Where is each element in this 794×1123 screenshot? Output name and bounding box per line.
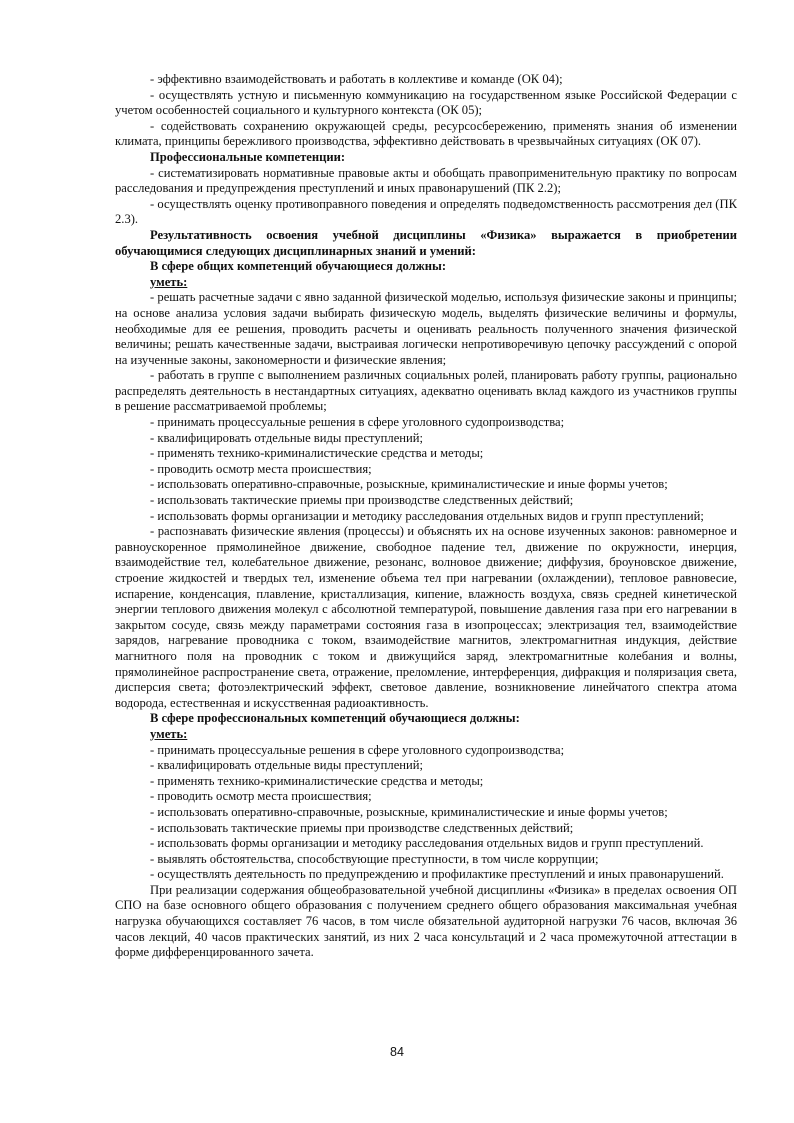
paragraph: - систематизировать нормативные правовые акты и обобщать правоприменительную практику по вопросам расследования и предупреждения преступлений и иных правонарушений (ПК 2.2); [115, 165, 737, 196]
list-item: - использовать оперативно-справочные, розыскные, криминалистические и иные формы учетов; [150, 804, 668, 819]
list-item: - проводить осмотр места происшествия; [150, 461, 372, 476]
list-item: - использовать формы организации и методику расследования отдельных видов и групп преступлений; [150, 508, 704, 523]
page-number: 84 [390, 1045, 404, 1059]
list-item: - квалифицировать отдельные виды преступлений; [150, 758, 424, 773]
document-body [115, 72, 737, 961]
list-item: - использовать тактические приемы при производстве следственных действий; [150, 493, 574, 508]
list-item: - принимать процессуальные решения в сфере уголовного судопроизводства; [150, 742, 565, 757]
list-item: - выявлять обстоятельства, способствующие преступности, в том числе коррупции; [150, 851, 599, 866]
section-heading: В сфере общих компетенций обучающиеся должны: [150, 259, 447, 274]
paragraph: - решать расчетные задачи с явно заданной физической моделью, используя физические законы и принципы; на основе анализа условия задачи выбирать физическую модель, выделять физические величины и формулы, необходимые для ее решения, проводить расчеты и оценивать реальность полученного значения физической величины; решать качественные задачи, выстраивая логически непротиворечивую цепочку рассуждений с опорой на изученные законы, закономерности и физические явления; [115, 290, 737, 367]
paragraph: - работать в группе с выполнением различных социальных ролей, планировать работу группы, рационально распределять деятельность в нестандартных ситуациях, адекватно оценивать вклад каждого из участников группы в решение рассматриваемой проблемы; [115, 368, 737, 414]
paragraph: - распознавать физические явления (процессы) и объяснять их на основе изученных законов: равномерное и равноускоренное прямолинейное движение, свободное падение тел, движение по окружности, инерция, взаимодействие тел, колебательное движение, резонанс, волновое движение; диффузия, броуновское движение, строение жидкостей и твердых тел, изменение объема тел при нагревании (охлаждении), тепловое равновесие, испарение, конденсация, плавление, кристаллизация, кипение, влажность воздуха, связь средней кинетической энергии теплового движения молекул с абсолютной температурой, повышение давления газа при его нагревании в закрытом сосуде, связь между параметрами состояния газа в изопроцессах; электризация тел, взаимодействие зарядов, нагревание проводника с током, взаимодействие магнитов, электромагнитная индукция, действие магнитного поля на проводник с током и движущийся заряд, электромагнитные колебания и волны, прямолинейное распространение света, отражение, преломление, интерференция, дифракция и поляризация света, дисперсия света; фотоэлектрический эффект, световое давление, возникновение линейчатого спектра атома водорода, естественная и искусственная радиоактивность. [115, 524, 737, 710]
subheading-underlined: уметь: [150, 274, 188, 289]
list-item: - проводить осмотр места происшествия; [150, 789, 372, 804]
paragraph: - содействовать сохранению окружающей среды, ресурсосбережению, применять знания об изменении климата, принципы бережливого производства, эффективно действовать в чрезвычайных ситуациях (ОК 07). [115, 118, 737, 149]
list-item: - применять технико-криминалистические средства и методы; [150, 773, 484, 788]
list-item: - осуществлять деятельность по предупреждению и профилактике преступлений и иных правонарушений. [150, 867, 724, 882]
paragraph: - эффективно взаимодействовать и работать в коллективе и команде (ОК 04); [150, 72, 563, 86]
section-heading: В сфере профессиональных компетенций обучающиеся должны: [150, 711, 520, 726]
section-heading: Результативность освоения учебной дисциплины «Физика» выражается в приобретении обучающимися следующих дисциплинарных знаний и умений: [115, 227, 737, 258]
list-item: - применять технико-криминалистические средства и методы; [150, 446, 484, 461]
section-heading: Профессиональные компетенции: [150, 149, 346, 164]
paragraph: При реализации содержания общеобразовательной учебной дисциплины «Физика» в пределах освоения ОП СПО на базе основного общего образования с получением среднего общего образования максимальная учебная нагрузка обучающихся составляет 76 часов, в том числе обязательной аудиторной нагрузки 76 часов, включая 36 часов лекций, 40 часов практических занятий, из них 2 часа консультаций и 2 часа промежуточной аттестации в форме дифференцированного зачета. [115, 882, 737, 960]
list-item: - использовать оперативно-справочные, розыскные, криминалистические и иные формы учетов; [150, 477, 668, 492]
list-item: - квалифицировать отдельные виды преступлений; [150, 430, 424, 445]
paragraph: - осуществлять оценку противоправного поведения и определять подведомственность рассмотрения дел (ПК 2.3). [115, 196, 737, 227]
list-item: - использовать формы организации и методику расследования отдельных видов и групп преступлений. [150, 836, 704, 851]
list-item: - принимать процессуальные решения в сфере уголовного судопроизводства; [150, 415, 565, 430]
list-item: - использовать тактические приемы при производстве следственных действий; [150, 820, 574, 835]
subheading-underlined: уметь: [150, 726, 188, 741]
paragraph: - осуществлять устную и письменную коммуникацию на государственном языке Российской Федерации с учетом особенностей социального и культурного контекста (ОК 05); [115, 87, 737, 118]
